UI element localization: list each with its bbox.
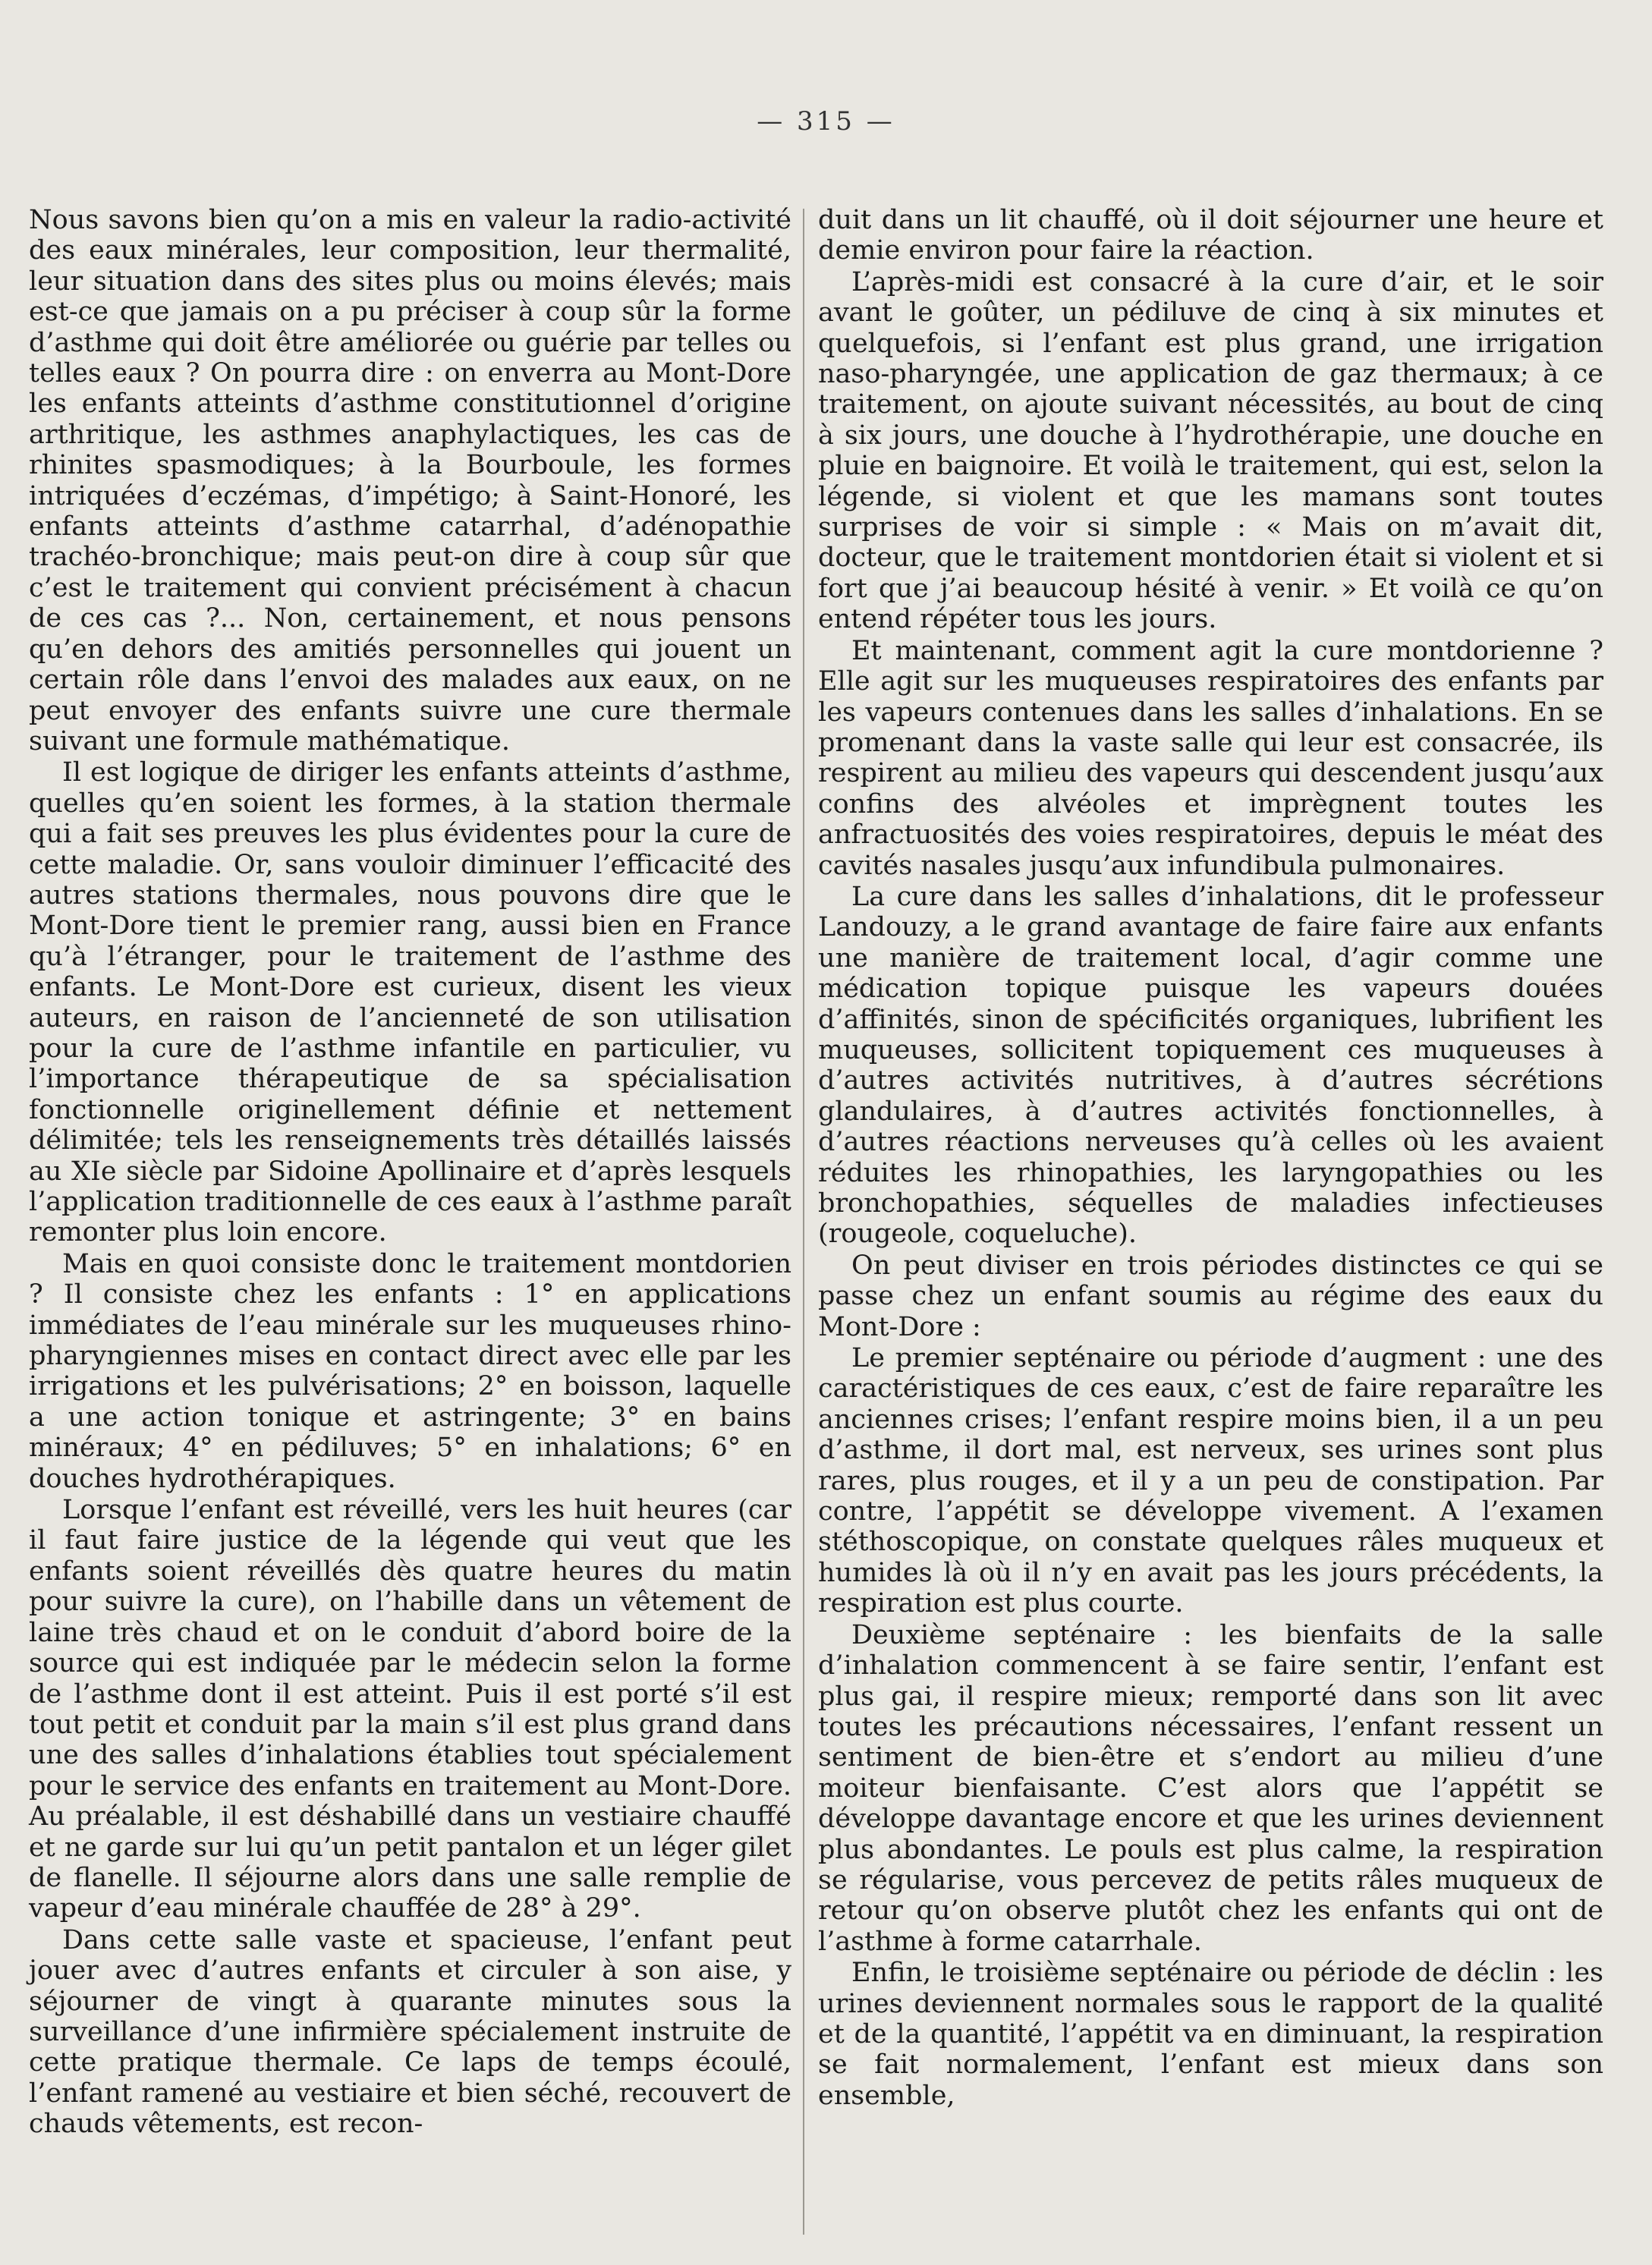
paragraph: Dans cette salle vaste et spacieuse, l’enfant peut jouer avec d’autres enfants et circuler à son aise, y séjourner de vingt à quarante minutes sous la surveillance d’une infirmière spécialement instruite de cette pratique thermale. Ce laps de temps écoulé, l’enfant ramené au vestiaire et bien séché, recouvert de chauds vêtements, est recon- bbox=[29, 1924, 791, 2140]
paragraph: Lorsque l’enfant est réveillé, vers les huit heures (car il faut faire justice de la légende qui veut que les enfants soient réveillés dès quatre heures du matin pour suivre la cure), on l’habille dans un vêtement de laine très chaud et on le conduit d’abord boire de la source qui est indiquée par le médecin selon la forme de l’asthme dont il est atteint. Puis il est porté s’il est tout petit et conduit par la main s’il est plus grand dans une des salles d’inhalations établies tout spécialement pour le service des enfants en traitement au Mont-Dore. Au préalable, il est déshabillé dans un vestiaire chauffé et ne garde sur lui qu’un petit pantalon et un léger gilet de flanelle. Il séjourne alors dans une salle remplie de vapeur d’eau minérale chauffée de 28° à 29°. bbox=[29, 1495, 791, 1924]
paragraph: Et maintenant, comment agit la cure montdorienne ? Elle agit sur les muqueuses respiratoires des enfants par les vapeurs contenues dans les salles d’inhalations. En se promenant dans la vaste salle qui leur est consacrée, ils respirent au milieu des vapeurs qui descendent jusqu’aux confins des alvéoles et imprègnent toutes les anfractuosités des voies respiratoires, depuis le méat des cavités nasales jusqu’aux infundibula pulmonaires. bbox=[818, 635, 1603, 881]
paragraph: L’après-midi est consacré à la cure d’air, et le soir avant le goûter, un pédiluve de cinq à six minutes et quelquefois, si l’enfant est plus grand, une irrigation naso-pharyngée, une application de gaz thermaux; à ce traitement, on ajoute suivant nécessités, au bout de cinq à six jours, une douche à l’hydrothérapie, une douche en pluie en baignoire. Et voilà le traitement, qui est, selon la légende, si violent et que les mamans sont toutes surprises de voir si simple : « Mais on m’avait dit, docteur, que le traitement montdorien était si violent et si fort que j’ai beaucoup hésité à venir. » Et voilà ce qu’on entend répéter tous les jours. bbox=[818, 266, 1603, 635]
paragraph: duit dans un lit chauffé, où il doit séjourner une heure et demie environ pour faire la réaction. bbox=[818, 205, 1603, 266]
paragraph: Nous savons bien qu’on a mis en valeur la radio-activité des eaux minérales, leur composition, leur thermalité, leur situation dans des sites plus ou moins élevés; mais est-ce que jamais on a pu préciser à coup sûr la forme d’asthme qui doit être améliorée ou guérie par telles ou telles eaux ? On pourra dire : on enverra au Mont-Dore les enfants atteints d’asthme constitutionnel d’origine arthritique, les asthmes anaphylactiques, les cas de rhinites spasmodiques; à la Bourboule, les formes intriquées d’eczémas, d’impétigo; à Saint-Honoré, les enfants atteints d’asthme catarrhal, d’adénopathie trachéo-bronchique; mais peut-on dire à coup sûr que c’est le traitement qui convient précisément à chacun de ces cas ?... Non, certainement, et nous pensons qu’en dehors des amitiés personnelles qui jouent un certain rôle dans l’envoi des malades aux eaux, on ne peut envoyer des enfants suivre une cure thermale suivant une formule mathématique. bbox=[29, 205, 791, 757]
page-number: — 315 — bbox=[757, 106, 895, 137]
paragraph: La cure dans les salles d’inhalations, dit le professeur Landouzy, a le grand avantage de faire faire aux enfants une manière de traitement local, d’agir comme une médication topique puisque les vapeurs douées d’affinités, sinon de spécificités organiques, lubrifient les muqueuses, sollicitent topiquement ces muqueuses à d’autres activités nutritives, à d’autres sécrétions glandulaires, à d’autres activités fonctionnelles, à d’autres réactions nerveuses qu’à celles où les avaient réduites les rhinopathies, les laryngopathies ou les bronchopathies, séquelles de maladies infectieuses (rougeole, coqueluche). bbox=[818, 881, 1603, 1250]
left-text-column bbox=[29, 205, 791, 2242]
paragraph: Il est logique de diriger les enfants atteints d’asthme, quelles qu’en soient les formes, à la station thermale qui a fait ses preuves les plus évidentes pour la cure de cette maladie. Or, sans vouloir diminuer l’efficacité des autres stations thermales, nous pouvons dire que le Mont-Dore tient le premier rang, aussi bien en France qu’à l’étranger, pour le traitement de l’asthme des enfants. Le Mont-Dore est curieux, disent les vieux auteurs, en raison de l’ancienneté de son utilisation pour la cure de l’asthme infantile en particulier, vu l’importance thérapeutique de sa spécialisation fonctionnelle originellement définie et nettement délimitée; tels les renseignements très détaillés laissés au XIe siècle par Sidoine Apollinaire et d’après lesquels l’application traditionnelle de ces eaux à l’asthme paraît remonter plus loin encore. bbox=[29, 757, 791, 1248]
paragraph: Le premier septénaire ou période d’augment : une des caractéristiques de ces eaux, c’est de faire reparaître les anciennes crises; l’enfant respire moins bien, il a un peu d’asthme, il dort mal, est nerveux, ses urines sont plus rares, plus rouges, et il y a un peu de constipation. Par contre, l’appétit se développe vivement. A l’examen stéthoscopique, on constate quelques râles muqueux et humides là où il n’y en avait pas les jours précédents, la respiration est plus courte. bbox=[818, 1343, 1603, 1619]
paragraph: On peut diviser en trois périodes distinctes ce qui se passe chez un enfant soumis au régime des eaux du Mont-Dore : bbox=[818, 1250, 1603, 1342]
paragraph: Enfin, le troisième septénaire ou période de déclin : les urines deviennent normales sous le rapport de la qualité et de la quantité, l’appétit va en diminuant, la respiration se fait normalement, l’enfant est mieux dans son ensemble, bbox=[818, 1958, 1603, 2111]
paragraph: Deuxième septénaire : les bienfaits de la salle d’inhalation commencent à se faire sentir, l’enfant est plus gai, il respire mieux; remporté dans son lit avec toutes les précautions nécessaires, l’enfant ressent un sentiment de bien-être et s’endort au milieu d’une moiteur bienfaisante. C’est alors que l’appétit se développe davantage encore et que les urines deviennent plus abondantes. Le pouls est plus calme, la respiration se régularise, vous percevez de petits râles muqueux de retour qu’on observe plutôt chez les enfants qui ont de l’asthme à forme catarrhale. bbox=[818, 1619, 1603, 1957]
column-divider bbox=[803, 209, 804, 2235]
right-text-column bbox=[818, 205, 1603, 2242]
paragraph: Mais en quoi consiste donc le traitement montdorien ? Il consiste chez les enfants : 1° en applications immédiates de l’eau minérale sur les muqueuses rhino-pharyngiennes mises en contact direct avec elle par les irrigations et les pulvérisations; 2° en boisson, laquelle a une action tonique et astringente; 3° en bains minéraux; 4° en pédiluves; 5° en inhalations; 6° en douches hydrothérapiques. bbox=[29, 1248, 791, 1494]
